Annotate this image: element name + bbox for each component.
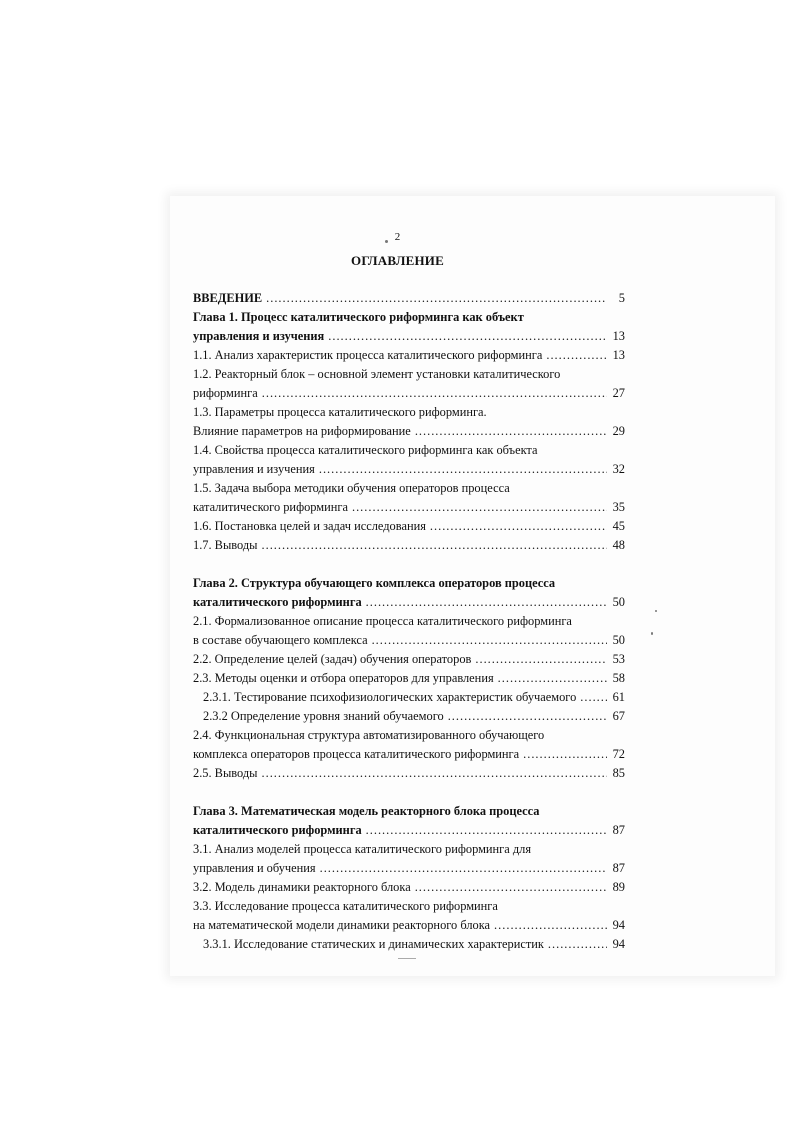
toc-entry-page: 13 xyxy=(612,348,625,362)
toc-entry xyxy=(193,422,625,441)
toc-entry xyxy=(193,745,625,764)
toc-dot-leader xyxy=(352,498,607,517)
scan-speck xyxy=(398,958,416,959)
toc-dot-leader xyxy=(262,764,607,783)
toc-entry-page: 13 xyxy=(612,329,625,343)
toc-entry xyxy=(193,384,625,403)
toc-entry xyxy=(193,479,625,498)
toc-entry-title: 1.2. Реакторный блок – основной элемент установки каталитического xyxy=(193,367,561,381)
toc-entry xyxy=(193,840,625,859)
toc-entry xyxy=(193,498,625,517)
table-of-contents xyxy=(193,289,625,954)
toc-entry-title: ВВЕДЕНИЕ xyxy=(193,291,263,305)
toc-entry-title: 1.3. Параметры процесса каталитического риформинга. xyxy=(193,405,487,419)
toc-entry-title: каталитического риформинга xyxy=(193,595,362,609)
toc-entry-title: риформинга xyxy=(193,386,258,400)
toc-entry-page: 87 xyxy=(612,823,625,837)
toc-dot-leader xyxy=(366,593,607,612)
toc-entry-title: управления и изучения xyxy=(193,462,315,476)
toc-entry-title: 3.3. Исследование процесса каталитического риформинга xyxy=(193,899,498,913)
toc-entry xyxy=(193,726,625,745)
toc-entry xyxy=(193,460,625,479)
toc-entry-title: в составе обучающего комплекса xyxy=(193,633,368,647)
toc-entry-title: 3.2. Модель динамики реакторного блока xyxy=(193,880,411,894)
toc-entry xyxy=(193,346,625,365)
toc-entry-page: 58 xyxy=(612,671,625,685)
toc-entry xyxy=(193,612,625,631)
toc-entry xyxy=(193,707,625,726)
toc-entry xyxy=(193,916,625,935)
toc-entry-page: 87 xyxy=(612,861,625,875)
toc-entry-title: 2.2. Определение целей (задач) обучения операторов xyxy=(193,652,472,666)
toc-entry-page: 27 xyxy=(612,386,625,400)
toc-entry-page: 50 xyxy=(612,633,625,647)
toc-entry xyxy=(193,878,625,897)
toc-entry xyxy=(193,289,625,308)
toc-entry-page: 94 xyxy=(612,937,625,951)
scan-speck xyxy=(385,240,388,243)
toc-dot-leader xyxy=(448,707,607,726)
toc-entry xyxy=(193,669,625,688)
toc-entry-page: 48 xyxy=(612,538,625,552)
toc-entry-title: 2.4. Функциональная структура автоматизированного обучающего xyxy=(193,728,545,742)
toc-dot-leader xyxy=(262,536,607,555)
toc-entry-title: Глава 2. Структура обучающего комплекса операторов процесса xyxy=(193,576,556,590)
page-number: 2 xyxy=(394,231,401,243)
toc-dot-leader xyxy=(523,745,607,764)
toc-entry-page: 94 xyxy=(612,918,625,932)
toc-entry xyxy=(193,517,625,536)
toc-entry-page: 29 xyxy=(612,424,625,438)
toc-entry-title: Влияние параметров на риформирование xyxy=(193,424,411,438)
toc-entry xyxy=(193,441,625,460)
toc-entry-title: 1.6. Постановка целей и задач исследования xyxy=(193,519,426,533)
page-title: ОГЛАВЛЕНИЕ xyxy=(351,253,444,268)
toc-entry-title: управления и изучения xyxy=(193,329,325,343)
toc-entry-title: 2.5. Выводы xyxy=(193,766,258,780)
toc-entry-title: каталитического риформинга xyxy=(193,500,348,514)
toc-dot-leader xyxy=(328,327,607,346)
toc-entry-page: 35 xyxy=(612,500,625,514)
toc-entry-page: 32 xyxy=(612,462,625,476)
toc-dot-leader xyxy=(320,859,607,878)
toc-dot-leader xyxy=(494,916,607,935)
toc-entry-title: 3.1. Анализ моделей процесса каталитического риформинга для xyxy=(193,842,532,856)
toc-entry-page: 61 xyxy=(612,690,625,704)
toc-dot-leader xyxy=(262,384,607,403)
toc-entry xyxy=(193,593,625,612)
scan-speck xyxy=(651,632,653,635)
toc-entry-title: 2.3. Методы оценки и отбора операторов для управления xyxy=(193,671,494,685)
toc-entry-title: 1.7. Выводы xyxy=(193,538,258,552)
toc-dot-leader xyxy=(415,422,607,441)
toc-entry-page: 67 xyxy=(612,709,625,723)
toc-entry-title: каталитического риформинга xyxy=(193,823,362,837)
toc-entry-page: 53 xyxy=(612,652,625,666)
scan-speck xyxy=(655,610,657,612)
toc-entry xyxy=(193,764,625,783)
toc-entry xyxy=(193,859,625,878)
toc-dot-leader xyxy=(266,289,607,308)
toc-entry xyxy=(193,935,625,954)
toc-entry-page: 45 xyxy=(612,519,625,533)
toc-entry xyxy=(193,631,625,650)
toc-entry xyxy=(193,650,625,669)
toc-entry xyxy=(193,821,625,840)
toc-dot-leader xyxy=(319,460,607,479)
toc-entry-title: Глава 3. Математическая модель реакторного блока процесса xyxy=(193,804,540,818)
toc-entry-title: на математической модели динамики реакторного блока xyxy=(193,918,491,932)
toc-dot-leader xyxy=(366,821,607,840)
toc-entry-page: 85 xyxy=(612,766,625,780)
toc-entry-title: 1.1. Анализ характеристик процесса каталитического риформинга xyxy=(193,348,543,362)
toc-entry xyxy=(193,536,625,555)
toc-entry-page: 89 xyxy=(612,880,625,894)
toc-entry-title: 2.1. Формализованное описание процесса каталитического риформинга xyxy=(193,614,572,628)
toc-entry-title: 2.3.2 Определение уровня знаний обучаемого xyxy=(203,709,444,723)
toc-dot-leader xyxy=(475,650,607,669)
toc-entry-page: 72 xyxy=(612,747,625,761)
toc-dot-leader xyxy=(580,688,607,707)
toc-entry-page: 50 xyxy=(612,595,625,609)
toc-entry-title: 2.3.1. Тестирование психофизиологических характеристик обучаемого xyxy=(203,690,577,704)
toc-entry-title: управления и обучения xyxy=(193,861,316,875)
toc-dot-leader xyxy=(546,346,607,365)
toc-dot-leader xyxy=(430,517,607,536)
toc-entry-title: Глава 1. Процесс каталитического риформинга как объект xyxy=(193,310,524,324)
toc-dot-leader xyxy=(548,935,607,954)
toc-entry xyxy=(193,365,625,384)
toc-entry-title: комплекса операторов процесса каталитического риформинга xyxy=(193,747,520,761)
toc-entry xyxy=(193,327,625,346)
toc-entry xyxy=(193,688,625,707)
toc-entry-title: 1.4. Свойства процесса каталитического риформинга как объекта xyxy=(193,443,538,457)
toc-entry-title: 1.5. Задача выбора методики обучения операторов процесса xyxy=(193,481,510,495)
toc-entry xyxy=(193,574,625,593)
toc-dot-leader xyxy=(498,669,607,688)
toc-entry-page: 5 xyxy=(618,291,625,305)
toc-entry xyxy=(193,308,625,327)
toc-dot-leader xyxy=(372,631,607,650)
toc-entry xyxy=(193,802,625,821)
toc-entry xyxy=(193,897,625,916)
toc-dot-leader xyxy=(415,878,607,897)
toc-entry xyxy=(193,403,625,422)
toc-entry-title: 3.3.1. Исследование статических и динамических характеристик xyxy=(203,937,544,951)
